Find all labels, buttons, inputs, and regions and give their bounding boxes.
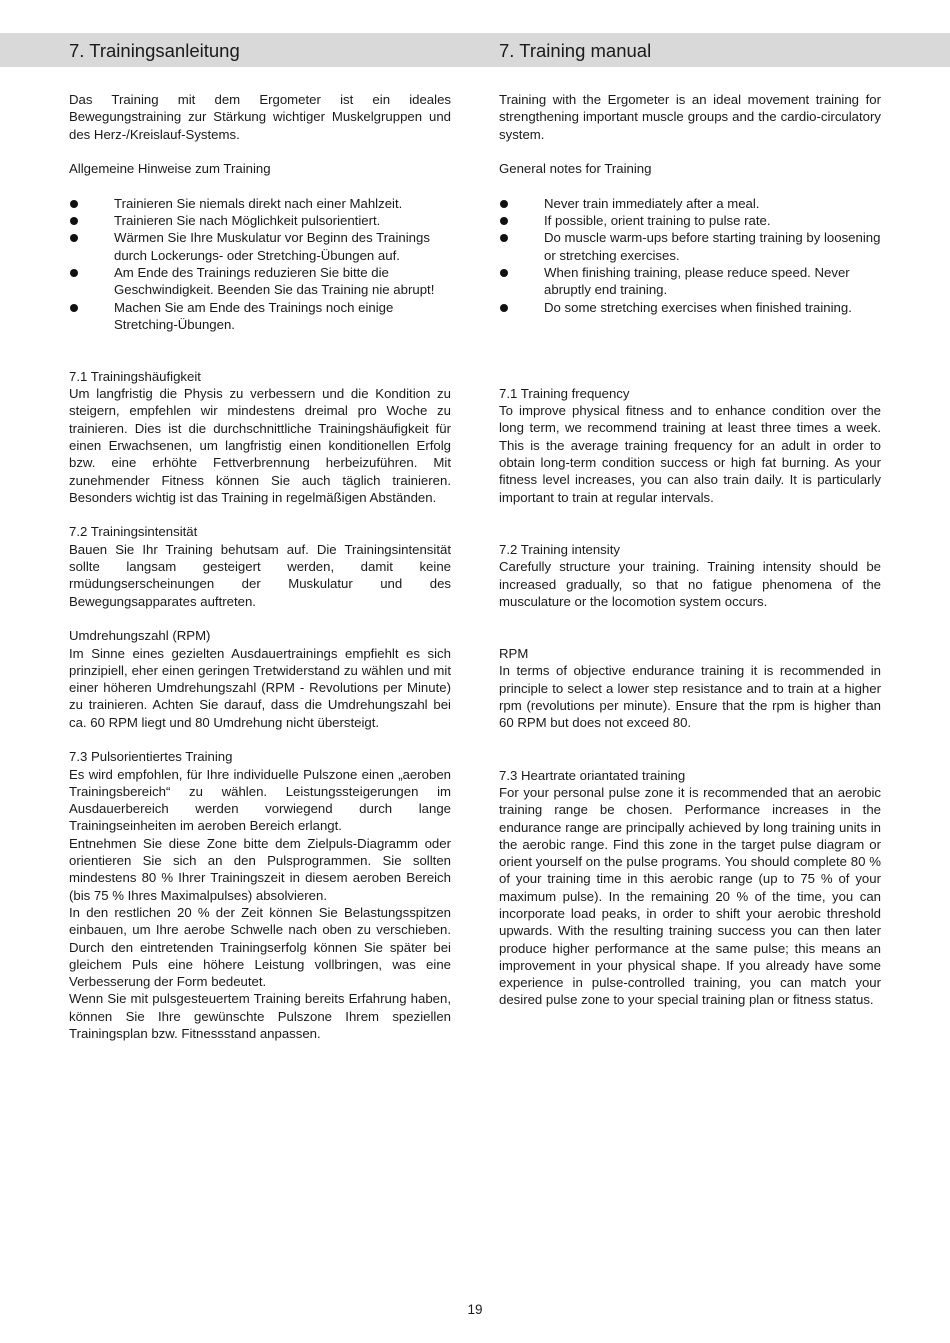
- bullet-item: Do muscle warm-ups before starting training by loosening or stretching exercises.: [499, 229, 881, 264]
- rpm-text: In terms of objective endurance training it is recommended in principle to select a lower step resistance and to train at a higher rpm (revolutions per minute). Ensure that the rpm is higher than 60 RPM but does not exceed 80.: [499, 663, 881, 731]
- general-notes-heading: General notes for Training: [499, 161, 652, 177]
- bullet-item: When finishing training, please reduce speed. Never abruptly end training.: [499, 264, 881, 299]
- section-7-1-text: To improve physical fitness and to enhance condition over the long term, we recommend training at least three times a week. This is the average training frequency for an adult in order to obtain long-term condition success or high fat burning. As your fitness level increases, you can also train daily. It is particularly important to train at regular intervals.: [499, 403, 881, 505]
- rpm-text: Im Sinne eines gezielten Ausdauertrainings empfiehlt es sich prinzipiell, eher einen geringen Tretwiderstand zu wählen und mit einer höheren Umdrehungszahl (RPM - Revolutions per Minute) zu trainieren. Achten Sie darauf, dass die Umdrehungszahl bei ca. 60 RPM liegt und 80 Umdrehung nicht übersteigt.: [69, 645, 451, 730]
- general-notes-heading: Allgemeine Hinweise zum Training: [69, 161, 271, 177]
- bullet-item: Am Ende des Trainings reduzieren Sie bitte die Geschwindigkeit. Beenden Sie das Training nie abrupt!: [69, 264, 451, 299]
- section-7-1-heading: 7.1 Training frequency: [499, 385, 630, 401]
- section-7-1-text: Um langfristig die Physis zu verbessern und die Kondition zu steigern, empfehlen wir mindestens dreimal pro Woche zu trainieren. Dies ist die durchschnittliche Trainingshäufigkeit für einen Erwachsenen, um langfristig einen konditionellen Erfolg bzw. eine erhöhte Fettverbrennung herbeizuführen. Mit zunehmender Fitness können Sie auch täglich trainieren. Besonders wichtig ist das Training in regelmäßigen Abständen.: [69, 386, 451, 505]
- bullet-item: If possible, orient training to pulse rate.: [499, 212, 881, 229]
- section-7-3-heading: 7.3 Heartrate oriantated training: [499, 767, 686, 783]
- bullet-item: Trainieren Sie niemals direkt nach einer Mahlzeit.: [69, 195, 451, 212]
- section-7-2-text: Bauen Sie Ihr Training behutsam auf. Die Trainingsintensität sollte langsam gesteigert werden, damit keine rmüdungserscheinungen der Muskulatur und des Bewegungsapparates auftreten.: [69, 541, 451, 609]
- general-notes-list: [499, 195, 881, 316]
- bullet-item: Trainieren Sie nach Möglichkeit pulsorientiert.: [69, 212, 451, 229]
- rpm-heading: Umdrehungszahl (RPM): [69, 628, 211, 644]
- page-number: 19: [467, 1302, 483, 1317]
- bullet-item: Machen Sie am Ende des Trainings noch einige Stretching-Übungen.: [69, 299, 451, 334]
- general-notes-list: [69, 195, 451, 333]
- rpm-heading: RPM: [499, 646, 529, 662]
- section-7-3-paragraph: Wenn Sie mit pulsgesteuertem Training bereits Erfahrung haben, können Sie Ihre gewünschte Pulszone Ihrem speziellen Trainingsplan bzw. Fitnessstand anpassen.: [69, 991, 451, 1042]
- english-column: [499, 91, 881, 1009]
- section-7-1-heading: 7.1 Trainingshäufigkeit: [69, 368, 201, 384]
- bullet-item: Wärmen Sie Ihre Muskulatur vor Beginn des Trainings durch Lockerungs- oder Stretching-Übungen auf.: [69, 229, 451, 264]
- section-7-2-text: Carefully structure your training. Training intensity should be increased gradually, so that no fatigue phenomena of the musculature or the locomotion system occurs.: [499, 559, 881, 609]
- intro-paragraph: Das Training mit dem Ergometer ist ein ideales Bewegungstraining zur Stärkung wichtiger Muskelgruppen und des Herz-/Kreislauf-Systems.: [69, 92, 451, 142]
- bullet-item: Never train immediately after a meal.: [499, 195, 881, 212]
- section-7-3-heading: 7.3 Pulsorientiertes Training: [69, 749, 233, 765]
- intro-paragraph: Training with the Ergometer is an ideal movement training for strengthening important muscle groups and the cardio-circulatory system.: [499, 92, 881, 142]
- section-7-3-text: For your personal pulse zone it is recommended that an aerobic training range be chosen. Performance increases in the endurance range are principally achieved by long training units in the aerobic range. Find this zone in the target pulse diagram or orient yourself on the pulse programs. You should complete 80 % of your training time in this aerobic range (up to 75 % of your maximum pulse). In the remaining 20 % of the time, you can incorporate load peaks, in order to shift your aerobic threshold upwards. With the resulting training success you can then later produce higher performance at the same pulse; this means an improvement in your physical shape. If you already have some experience in pulse-controlled training, you can match your desired pulse zone to your special training plan or fitness status.: [499, 784, 881, 1008]
- section-7-3-paragraph: Entnehmen Sie diese Zone bitte dem Zielpuls-Diagramm oder orientieren Sie sich an den Pulsprogrammen. Sie sollten mindestens 80 % Ihrer Trainingszeit in diesem aeroben Bereich (bis 75 % Ihres Maximalpulses) absolvieren.: [69, 835, 451, 903]
- section-7-2-heading: 7.2 Trainingsintensität: [69, 524, 198, 540]
- section-title-german: 7. Trainingsanleitung: [69, 40, 240, 61]
- german-column: [69, 91, 451, 1042]
- section-title-english: 7. Training manual: [499, 40, 652, 61]
- section-7-2-heading: 7.2 Training intensity: [499, 541, 620, 557]
- section-7-3-paragraph: In den restlichen 20 % der Zeit können Sie Belastungsspitzen einbauen, um Ihre aerobe Schwelle nach oben zu verschieben. Durch den eintretenden Trainingserfolg können Sie später bei gleichem Puls eine höhere Leistung vollbringen, was eine Verbesserung der Form bedeutet.: [69, 904, 451, 990]
- section-7-3-paragraph: Es wird empfohlen, für Ihre individuelle Pulszone einen „aeroben Trainingsbereich“ zu wählen. Leistungssteigerungen im Ausdauerbereich werden vorwiegend durch lange Trainingseinheiten im aeroben Bereich erlangt.: [69, 766, 451, 834]
- bullet-item: Do some stretching exercises when finished training.: [499, 299, 881, 316]
